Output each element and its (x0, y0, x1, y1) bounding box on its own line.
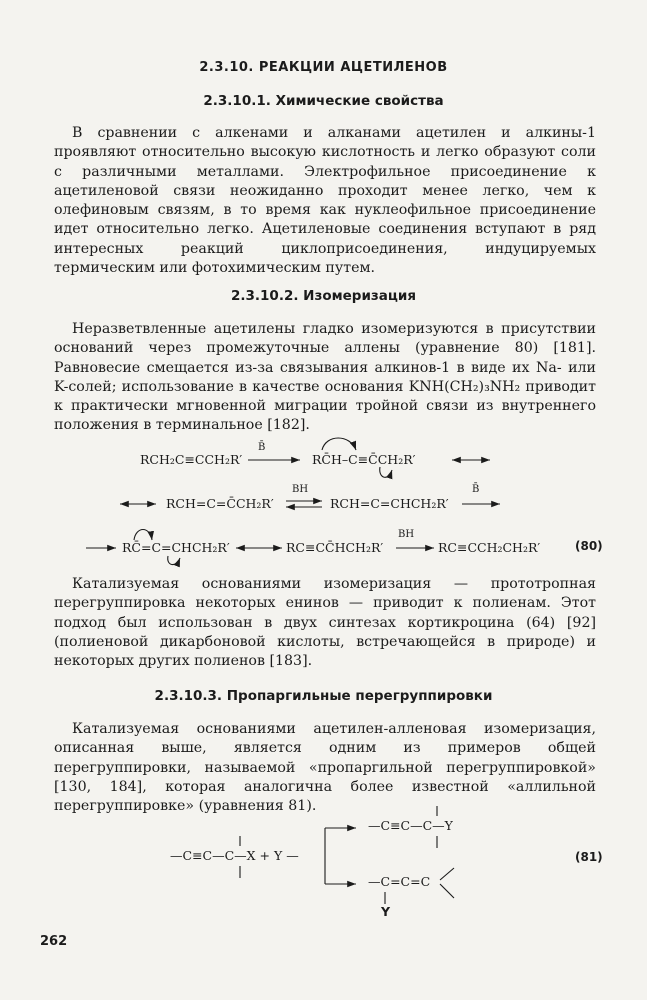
eq80-row2-arrow2-label: B̄ (472, 484, 480, 495)
eq80-row2-arrow-label: BH (292, 484, 309, 495)
eq80-row3-arrow-label: BH (398, 529, 415, 540)
eq80-row1-reactant: RCH₂C≡CCH₂R′ (140, 452, 243, 467)
paragraph-enyne-rearrangement: Катализуемая основаниями изомеризация — прототропная перегруппировка некоторых енинов — приводит к полиенам. Этот подход был использован в двух синтезах кортикроцина (64) [92] (полиеновой дикарбоновой кислоты, встречающейся в природе) и некоторых других полиенов [183]. (54, 576, 596, 670)
eq80-row3-intermediate: RC≡CC̄HCH₂R′ (286, 540, 384, 555)
section-heading: 2.3.10. РЕАКЦИИ АЦЕТИЛЕНОВ (199, 60, 448, 75)
eq80-row3-product: RC≡CCH₂CH₂R′ (438, 540, 541, 555)
eq81-product-bottom: —C=C=C (368, 874, 431, 889)
eq81-y-label: Y (381, 904, 391, 919)
paragraph-chemical-properties: В сравнении с алкенами и алканами ацетилен и алкины-1 проявляют относительно высокую кислотность и легко образуют соли с различными металлами. Электрофильное присоединение к ацетиленовой связи неожиданно проходит менее легко, чем к олефиновым связям, в то время как нуклеофильное присоединение идет относительно легко. Ацетиленовые соединения вступают в ряд интересных реакций циклоприсоединения, индуцируемых термическим или фотохимическим путем. (54, 125, 596, 277)
paragraph-propargyl: Катализуемая основаниями ацетилен-алленовая изомеризация, описанная выше, является одним из примеров общей перегруппировки, называемой «пропаргильной перегруппировкой» [130, 184], которая аналогична более известной «аллильной перегруппировке» (уравнения 81). (54, 721, 596, 815)
eq80-row2-product: RCH=C=CHCH₂R′ (330, 496, 449, 511)
eq80-curved-arrow-3 (134, 530, 152, 541)
subsection-heading-chemical-properties: 2.3.10.1. Химические свойства (203, 93, 444, 109)
eq80-number: (80) (575, 539, 603, 553)
eq80-row1-arrow-label: B̄ (258, 442, 266, 453)
eq80-row3-reactant: RC̄=C=CHCH₂R′ (122, 540, 230, 555)
eq80-curved-arrow-2 (380, 467, 392, 477)
eq80-curved-arrow-1 (322, 438, 356, 450)
eq80-curved-arrow-4 (168, 556, 180, 565)
eq81-reactant: —C≡C—C—X + Y — (170, 848, 299, 863)
subsection-heading-isomerization: 2.3.10.2. Изомеризация (231, 288, 416, 304)
eq80-row1-product: RC̄H–C≡C̄CH₂R′ (312, 452, 416, 467)
page-number: 262 (40, 934, 68, 949)
eq80-row2-reactant: RCH=C=C̄CH₂R′ (166, 496, 274, 511)
eq81-bond-lower-right (440, 884, 454, 898)
paragraph-isomerization: Неразветвленные ацетилены гладко изомеризуются в присутствии оснований через промежуточные аллены (уравнение 80) [181]. Равновесие смещается из-за связывания алкинов-1 в виде их Na- или K-солей; использование в качестве основания KNH(CH₂)₃NH₂ приводит к практически мгновенной миграции тройной связи из внутреннего положения в терминальное [182]. (54, 321, 596, 434)
eq81-number: (81) (575, 850, 603, 864)
subsection-heading-propargyl: 2.3.10.3. Пропаргильные перегруппировки (154, 688, 493, 704)
eq81-bond-upper-right (440, 868, 454, 880)
eq81-product-top: —C≡C—C—Y (368, 818, 453, 833)
